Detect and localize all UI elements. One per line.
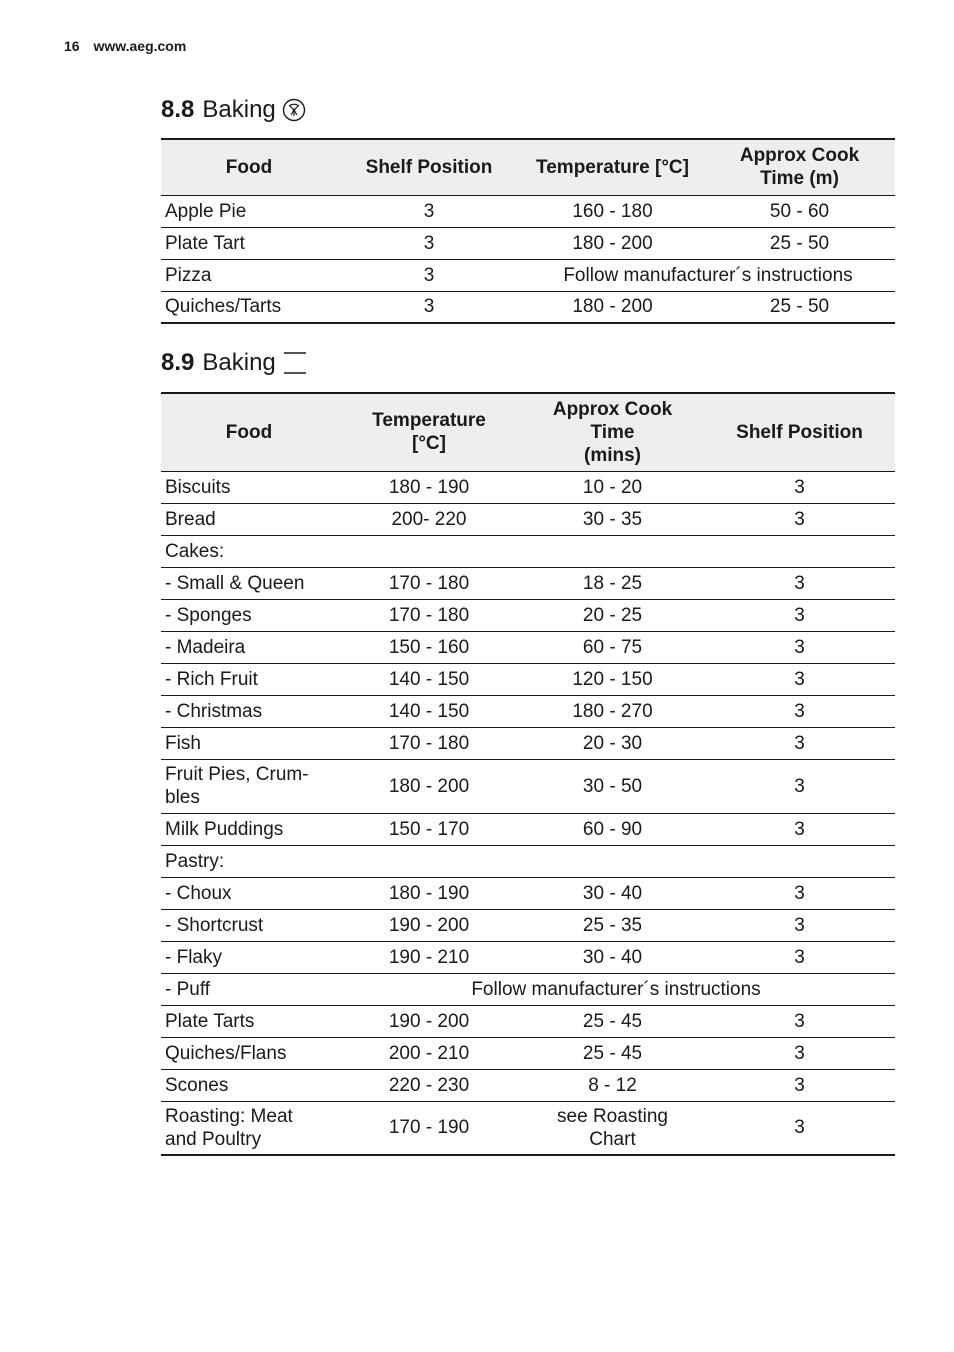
food-cell: Pizza: [161, 259, 337, 291]
column-header: Temperature [°C]: [521, 139, 704, 195]
food-cell: - Shortcrust: [161, 909, 337, 941]
shelf-position-cell: 3: [704, 727, 895, 759]
table-row: [161, 663, 895, 695]
shelf-position-cell: 3: [704, 631, 895, 663]
table-row: [161, 1101, 895, 1155]
cook-time-cell: 25 - 45: [521, 1005, 704, 1037]
food-cell: Cakes:: [161, 535, 337, 567]
page-header: [64, 38, 186, 54]
table-row: [161, 503, 895, 535]
temperature-cell: 170 - 180: [337, 727, 521, 759]
table-row: [161, 941, 895, 973]
cook-time-cell: 20 - 25: [521, 599, 704, 631]
table-row: [161, 727, 895, 759]
shelf-position-cell: 3: [704, 877, 895, 909]
column-header: Food: [161, 393, 337, 471]
section-number: 8.9: [161, 349, 195, 376]
cook-time-cell: 18 - 25: [521, 567, 704, 599]
section-title-8-9: [161, 349, 308, 377]
shelf-position-cell: 3: [337, 195, 521, 227]
cook-time-cell: 30 - 35: [521, 503, 704, 535]
food-cell: - Rich Fruit: [161, 663, 337, 695]
shelf-position-cell: 3: [704, 471, 895, 503]
instructions-cell: Follow manufacturer´s instructions: [521, 259, 895, 291]
shelf-position-cell: 3: [704, 813, 895, 845]
shelf-position-cell: 3: [704, 1037, 895, 1069]
cook-time-cell: 120 - 150: [521, 663, 704, 695]
temperature-cell: 180 - 200: [521, 227, 704, 259]
section-title-8-8: [161, 96, 306, 124]
table-row: [161, 845, 895, 877]
food-cell: Bread: [161, 503, 337, 535]
food-cell: Plate Tarts: [161, 1005, 337, 1037]
cook-time-cell: 25 - 50: [704, 227, 895, 259]
fan-icon: [282, 98, 306, 122]
food-cell: - Puff: [161, 973, 337, 1005]
table-row: [161, 259, 895, 291]
cook-time-cell: 30 - 50: [521, 759, 704, 813]
table-row: [161, 813, 895, 845]
cook-time-cell: 10 - 20: [521, 471, 704, 503]
cook-time-cell: 30 - 40: [521, 877, 704, 909]
table-row: [161, 1069, 895, 1101]
temperature-cell: 150 - 170: [337, 813, 521, 845]
food-cell: Quiches/Flans: [161, 1037, 337, 1069]
column-header: Approx Cook Time (mins): [521, 393, 704, 471]
shelf-position-cell: 3: [704, 567, 895, 599]
page-number: 16: [64, 38, 80, 54]
website-link[interactable]: www.aeg.com: [93, 38, 187, 54]
table-row: [161, 291, 895, 323]
temperature-cell: 140 - 150: [337, 695, 521, 727]
section-number: 8.8: [161, 96, 195, 123]
cook-time-cell: 25 - 35: [521, 909, 704, 941]
table-row: [161, 599, 895, 631]
food-cell: Scones: [161, 1069, 337, 1101]
shelf-position-cell: 3: [704, 759, 895, 813]
cook-time-cell: [521, 535, 704, 567]
table-row: [161, 759, 895, 813]
top-bottom-heat-icon: [282, 350, 308, 376]
table-row: [161, 535, 895, 567]
shelf-position-cell: 3: [704, 1101, 895, 1155]
temperature-cell: 180 - 200: [337, 759, 521, 813]
table-row: [161, 567, 895, 599]
food-cell: - Flaky: [161, 941, 337, 973]
temperature-cell: 200- 220: [337, 503, 521, 535]
food-cell: Quiches/Tarts: [161, 291, 337, 323]
table-row: [161, 471, 895, 503]
column-header: Shelf Position: [337, 139, 521, 195]
cook-time-cell: 60 - 75: [521, 631, 704, 663]
cook-time-cell: 25 - 45: [521, 1037, 704, 1069]
table-row: [161, 227, 895, 259]
temperature-cell: 170 - 180: [337, 599, 521, 631]
food-cell: Fish: [161, 727, 337, 759]
temperature-cell: 180 - 190: [337, 471, 521, 503]
food-cell: Plate Tart: [161, 227, 337, 259]
table-row: [161, 1037, 895, 1069]
column-header: Temperature [°C]: [337, 393, 521, 471]
temperature-cell: 170 - 180: [337, 567, 521, 599]
shelf-position-cell: 3: [704, 503, 895, 535]
temperature-cell: 150 - 160: [337, 631, 521, 663]
column-header: Food: [161, 139, 337, 195]
food-cell: - Madeira: [161, 631, 337, 663]
temperature-cell: 220 - 230: [337, 1069, 521, 1101]
cook-time-cell: 25 - 50: [704, 291, 895, 323]
temperature-cell: 160 - 180: [521, 195, 704, 227]
table-row: [161, 695, 895, 727]
table-row: [161, 877, 895, 909]
cook-time-cell: 20 - 30: [521, 727, 704, 759]
cook-time-cell: 30 - 40: [521, 941, 704, 973]
table-row: [161, 909, 895, 941]
shelf-position-cell: [704, 845, 895, 877]
temperature-cell: 180 - 200: [521, 291, 704, 323]
shelf-position-cell: 3: [704, 695, 895, 727]
cook-time-cell: 8 - 12: [521, 1069, 704, 1101]
column-header: Shelf Position: [704, 393, 895, 471]
shelf-position-cell: 3: [337, 291, 521, 323]
cook-time-cell: 60 - 90: [521, 813, 704, 845]
food-cell: - Choux: [161, 877, 337, 909]
temperature-cell: 170 - 190: [337, 1101, 521, 1155]
instructions-cell: Follow manufacturer´s instructions: [337, 973, 895, 1005]
table-row: [161, 195, 895, 227]
section-title-text: Baking: [202, 349, 276, 376]
food-cell: - Christmas: [161, 695, 337, 727]
shelf-position-cell: 3: [704, 941, 895, 973]
shelf-position-cell: 3: [704, 663, 895, 695]
temperature-cell: 190 - 200: [337, 1005, 521, 1037]
food-cell: Biscuits: [161, 471, 337, 503]
section-title-text: Baking: [202, 96, 276, 123]
food-cell: Milk Puddings: [161, 813, 337, 845]
food-cell: Roasting: Meat and Poultry: [161, 1101, 337, 1155]
food-cell: - Small & Queen: [161, 567, 337, 599]
table-row: [161, 631, 895, 663]
cook-time-cell: [521, 845, 704, 877]
temperature-cell: [337, 535, 521, 567]
table-row: [161, 973, 895, 1005]
temperature-cell: 140 - 150: [337, 663, 521, 695]
temperature-cell: 190 - 200: [337, 909, 521, 941]
cook-time-cell: 50 - 60: [704, 195, 895, 227]
shelf-position-cell: 3: [704, 599, 895, 631]
shelf-position-cell: 3: [704, 1069, 895, 1101]
shelf-position-cell: 3: [704, 1005, 895, 1037]
cook-time-cell: see Roasting Chart: [521, 1101, 704, 1155]
food-cell: Pastry:: [161, 845, 337, 877]
food-cell: Apple Pie: [161, 195, 337, 227]
column-header: Approx Cook Time (m): [704, 139, 895, 195]
temperature-cell: [337, 845, 521, 877]
shelf-position-cell: [704, 535, 895, 567]
baking-table-8-9: [161, 392, 895, 1156]
shelf-position-cell: 3: [337, 259, 521, 291]
temperature-cell: 200 - 210: [337, 1037, 521, 1069]
baking-table-8-8: [161, 138, 895, 324]
food-cell: Fruit Pies, Crum- bles: [161, 759, 337, 813]
temperature-cell: 190 - 210: [337, 941, 521, 973]
temperature-cell: 180 - 190: [337, 877, 521, 909]
table-row: [161, 1005, 895, 1037]
shelf-position-cell: 3: [704, 909, 895, 941]
cook-time-cell: 180 - 270: [521, 695, 704, 727]
shelf-position-cell: 3: [337, 227, 521, 259]
food-cell: - Sponges: [161, 599, 337, 631]
